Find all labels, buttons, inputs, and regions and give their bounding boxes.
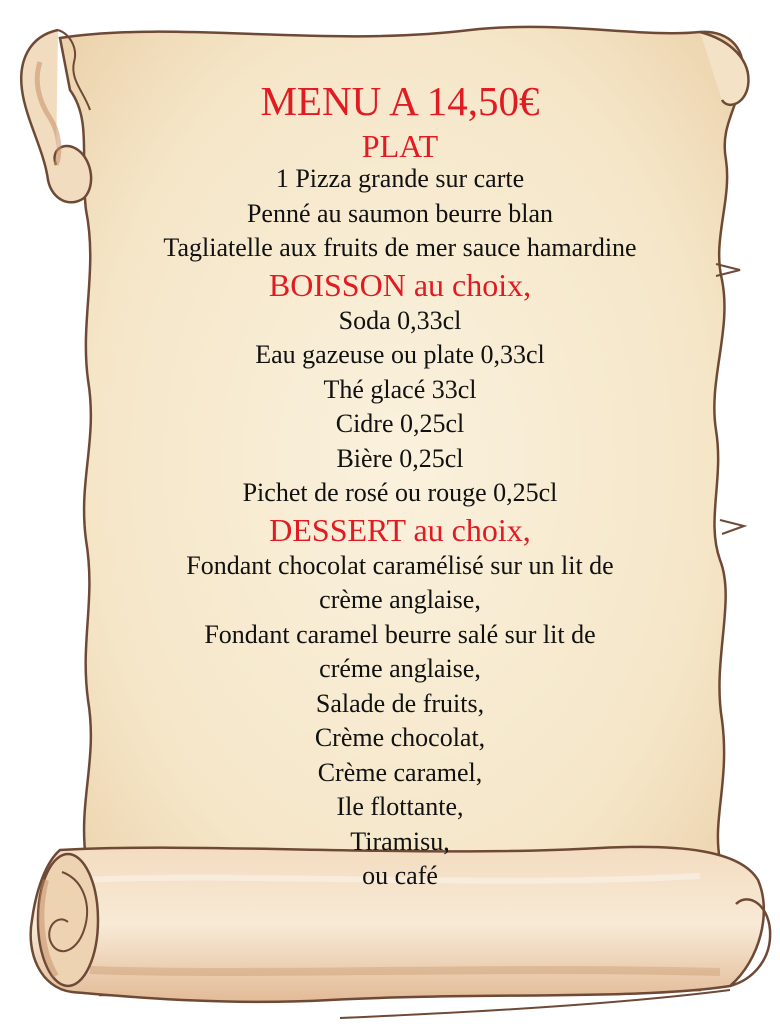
dessert-item: Crème caramel, [317,757,483,787]
menu-title: MENU A 14,50€ [260,78,540,124]
section-heading-plat: PLAT [361,128,439,164]
dessert-item: ou café [362,861,438,890]
plat-item: Penné au saumon beurre blan [246,198,554,228]
dessert-item: Tiramisu, [350,826,450,856]
dessert-item: Crème chocolat, [314,723,486,752]
dessert-item: créme anglaise, [319,654,481,683]
dessert-item: Ile flottante, [336,792,464,821]
dessert-item: Fondant chocolat caramélisé sur un lit de [186,550,614,580]
plat-item: 1 Pizza grande sur carte [275,164,525,193]
section-heading-dessert: DESSERT au choix, [269,511,531,548]
plat-item: Tagliatelle aux fruits de mer sauce hamardine [163,233,637,262]
boisson-item: Eau gazeuse ou plate 0,33cl [255,340,545,369]
boisson-item: Bière 0,25cl [336,443,464,473]
boisson-item: Thé glacé 33cl [323,374,477,404]
boisson-item: Cidre 0,25cl [335,409,465,438]
menu-content [0,72,780,894]
dessert-item: Fondant caramel beurre salé sur lit de [204,619,596,649]
boisson-item: Soda 0,33cl [338,305,462,335]
boisson-item: Pichet de rosé ou rouge 0,25cl [242,478,558,507]
dessert-item: crème anglaise, [319,585,481,614]
dessert-item: Salade de fruits, [315,688,485,718]
bottom-roll-shadow [90,970,720,972]
section-heading-boisson: BOISSON au choix, [268,266,532,303]
